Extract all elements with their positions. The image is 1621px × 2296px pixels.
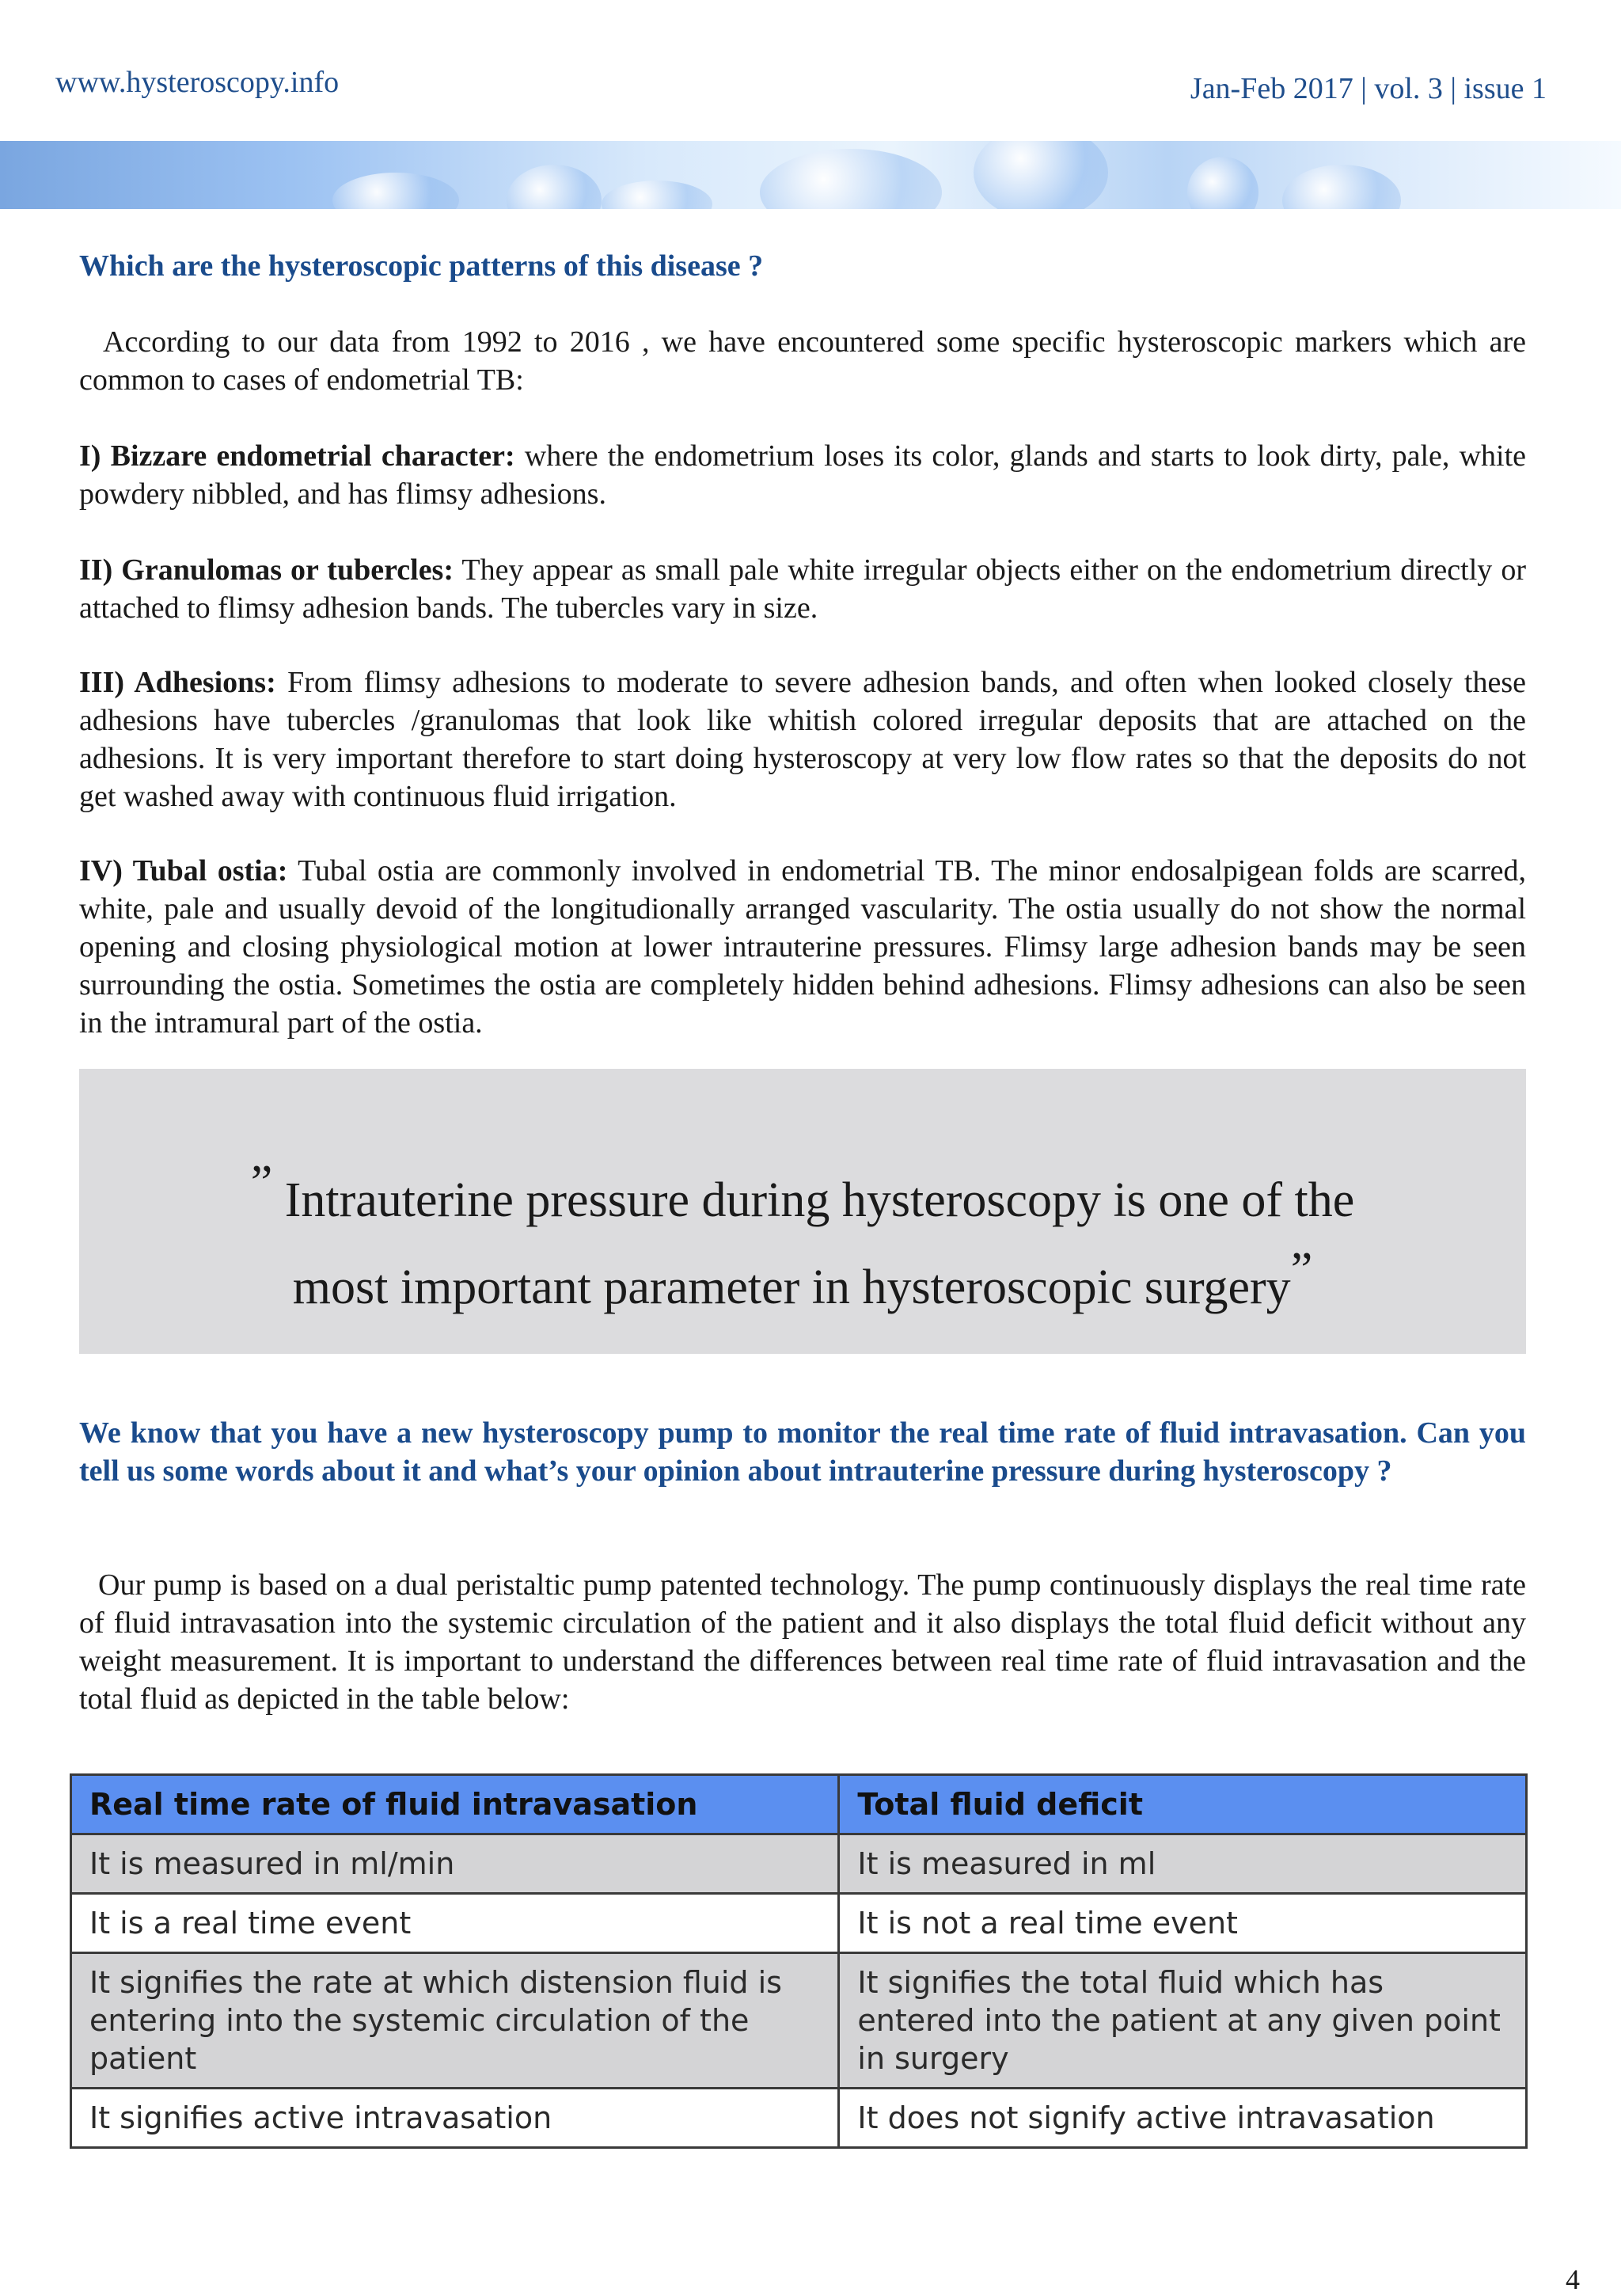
- table-header-cell: Real time rate of fluid intravasation: [71, 1775, 839, 1834]
- pattern-text: From flimsy adhesions to moderate to severe adhesion bands, and often when looked closely these adhesions have tubercles /granulomas that look like whitish colored irregular deposits that are attached on the adhesions. It is very important therefore to start doing hysteroscopy at very low flow rates so that the deposits do not get washed away with continuous fluid irrigation.: [79, 666, 1526, 813]
- table-cell: It is a real time event: [71, 1894, 839, 1953]
- pattern-item: [79, 663, 1526, 815]
- table-cell: It signifies the total fluid which has entered into the patient at any given point in surgery: [839, 1953, 1527, 2089]
- table-row: [71, 1953, 1527, 2089]
- pattern-term: III) Adhesions:: [79, 666, 276, 699]
- pattern-text: Tubal ostia are commonly involved in endometrial TB. The minor endosalpigean folds are scarred, white, pale and usually devoid of the longitudionally arranged vascularity. The ostia usually do not show the normal opening and closing physiological motion at lower intrauterine pressures. Flimsy large adhesion bands may be seen surrounding the ostia. Sometimes the ostia are completely hidden behind adhesions. Flimsy adhesions can also be seen in the intramural part of the ostia.: [79, 854, 1526, 1040]
- quote-line-2: most important parameter in hysteroscopic surgery”: [292, 1243, 1313, 1314]
- table-row: [71, 1834, 1527, 1894]
- intro-paragraph: According to our data from 1992 to 2016 , we have encountered some specific hysteroscopic markers which are common to cases of endometrial TB:: [79, 325, 1526, 397]
- site-url[interactable]: www.hysteroscopy.info: [55, 66, 340, 99]
- pattern-term: II) Granulomas or tubercles:: [79, 553, 454, 587]
- table-cell: It signifies the rate at which distension fluid is entering into the systemic circulation of the patient: [71, 1953, 839, 2089]
- table-cell: It does not signify active intravasation: [839, 2089, 1527, 2148]
- pattern-text: They appear as small pale white irregular objects either on the endometrium directly or attached to flimsy adhesion bands. The tubercles vary in size.: [79, 553, 1526, 625]
- open-quote-mark: ”: [250, 1156, 273, 1210]
- table-row: [71, 1894, 1527, 1953]
- table-row: [71, 2089, 1527, 2148]
- table-header-cell: Total fluid deficit: [839, 1775, 1527, 1834]
- page-number: 4: [1566, 2264, 1580, 2295]
- header-banner: [0, 141, 1621, 209]
- question-pump: We know that you have a new hysteroscopy pump to monitor the real time rate of fluid intravasation. Can you tell us some words about it and what’s your opinion about intrauterine pressure during hysteroscopy ?: [79, 1416, 1526, 1488]
- quote-line-1: ” Intrauterine pressure during hysteroscopy is one of the: [250, 1156, 1355, 1227]
- question-patterns: Which are the hysteroscopic patterns of this disease ?: [79, 249, 764, 283]
- issue-info: Jan-Feb 2017 | vol. 3 | issue 1: [1190, 72, 1547, 105]
- comparison-table: [70, 1773, 1528, 2149]
- pattern-text: where the endometrium loses its color, glands and starts to look dirty, pale, white powdery nibbled, and has flimsy adhesions.: [79, 439, 1526, 511]
- pattern-item: [79, 437, 1526, 513]
- close-quote-mark: ”: [1290, 1243, 1313, 1297]
- answer-paragraph: Our pump is based on a dual peristaltic pump patented technology. The pump continuously displays the real time rate of fluid intravasation into the systemic circulation of the patient and it also displays the total fluid deficit without any weight measurement. It is important to understand the differences between real time rate of fluid intravasation and the total fluid as depicted in the table below:: [79, 1568, 1526, 1716]
- pattern-item: [79, 852, 1526, 1042]
- pull-quote: [79, 1069, 1526, 1354]
- table-cell: It is measured in ml: [839, 1834, 1527, 1894]
- table-cell: It is measured in ml/min: [71, 1834, 839, 1894]
- pattern-term: IV) Tubal ostia:: [79, 854, 288, 888]
- pattern-item: [79, 551, 1526, 627]
- pattern-term: I) Bizzare endometrial character:: [79, 439, 515, 473]
- table-cell: It is not a real time event: [839, 1894, 1527, 1953]
- table-header-row: [71, 1775, 1527, 1834]
- table-cell: It signifies active intravasation: [71, 2089, 839, 2148]
